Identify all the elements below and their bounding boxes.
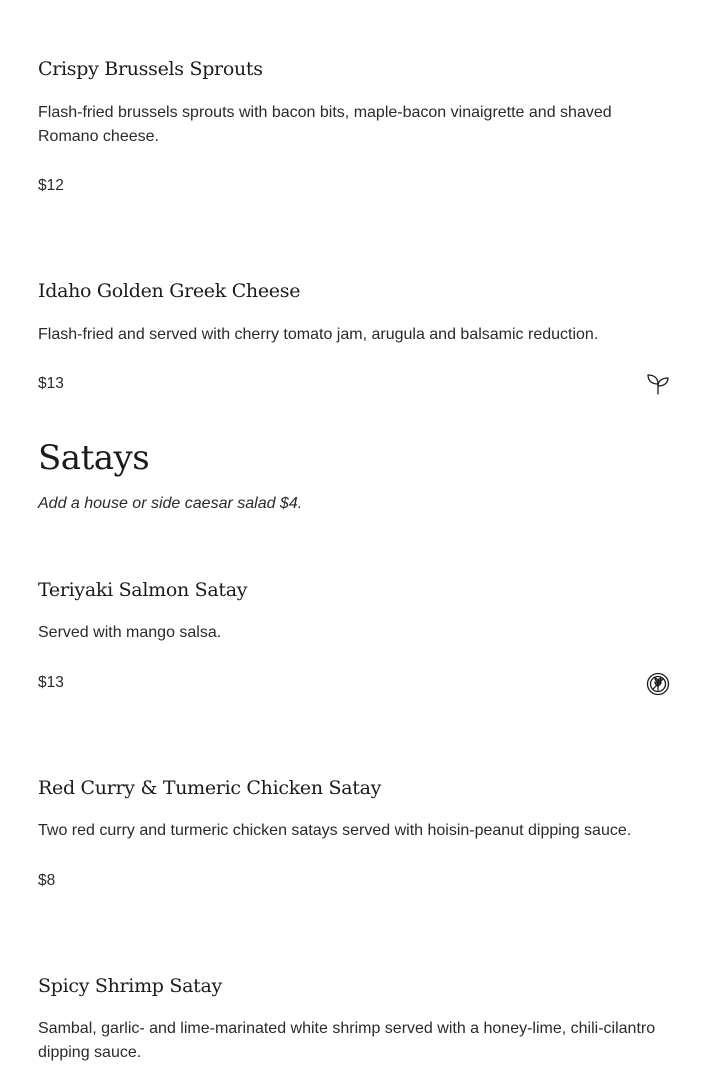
- menu-item[interactable]: [38, 57, 670, 194]
- menu-item-description: Flash-fried brussels sprouts with bacon bits, maple-bacon vinaigrette and shaved Romano cheese.: [38, 104, 612, 145]
- menu-item-description: Two red curry and turmeric chicken satays served with hoisin-peanut dipping sauce.: [38, 822, 632, 839]
- menu-item-price: $12: [38, 177, 64, 194]
- menu-item-title: Red Curry & Tumeric Chicken Satay: [38, 777, 382, 799]
- menu-item[interactable]: [38, 279, 670, 392]
- section-title: Satays: [38, 438, 150, 478]
- menu-item-title: Spicy Shrimp Satay: [38, 975, 222, 997]
- menu-item[interactable]: [38, 578, 670, 691]
- menu-item-price: $8: [38, 872, 56, 889]
- menu-item-title: Teriyaki Salmon Satay: [38, 579, 248, 601]
- section-note: Add a house or side caesar salad $4.: [38, 495, 303, 512]
- menu-item-price: $13: [38, 375, 64, 392]
- gluten-free-icon[interactable]: [646, 672, 670, 696]
- menu-item-description: Sambal, garlic- and lime-marinated white shrimp served with a honey-lime, chili-cilantro dipping sauce.: [38, 1020, 656, 1061]
- menu-item-description: Served with mango salsa.: [38, 624, 222, 641]
- menu-item[interactable]: [38, 974, 670, 1061]
- menu-item-price: $13: [38, 674, 64, 691]
- menu-item[interactable]: [38, 776, 670, 889]
- menu-item-title: Crispy Brussels Sprouts: [38, 58, 263, 80]
- menu-item-title: Idaho Golden Greek Cheese: [38, 280, 301, 302]
- vegetarian-sprout-icon[interactable]: [646, 372, 670, 396]
- menu-item-description: Flash-fried and served with cherry tomato jam, arugula and balsamic reduction.: [38, 326, 599, 343]
